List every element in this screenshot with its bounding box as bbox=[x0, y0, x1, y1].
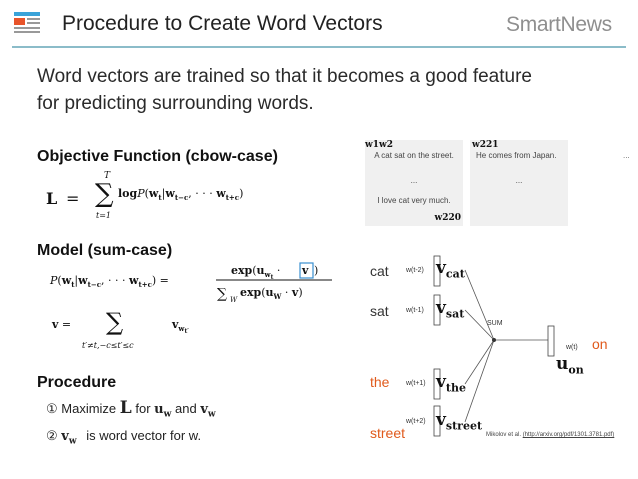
svg-text:v =: v = bbox=[52, 318, 72, 331]
citation-prefix: Mikolov et al. bbox=[486, 432, 522, 438]
box1-sentence-1: A cat sat on the street. bbox=[374, 151, 454, 160]
step2-number: ② bbox=[46, 428, 58, 443]
output-vector: $u_{on}$ bbox=[556, 354, 584, 377]
context-vector-4: $v_{street}$ bbox=[436, 410, 483, 433]
example-box-1 bbox=[365, 140, 463, 226]
box1-sentence-2: I love cat very much. bbox=[377, 196, 451, 205]
procedure-step-2 bbox=[46, 428, 201, 447]
box1-top-label: w1w2 bbox=[365, 140, 394, 150]
step1-v-symbol: $v_w$ bbox=[200, 402, 216, 420]
brand-logo-text: SmartNews bbox=[506, 13, 612, 36]
step1-for: for bbox=[135, 401, 151, 416]
page-title: Procedure to Create Word Vectors bbox=[62, 12, 383, 35]
svg-text:T: T bbox=[104, 171, 111, 181]
context-label-2: w(t-1) bbox=[406, 307, 424, 314]
step1-text: ① Maximize bbox=[46, 401, 117, 416]
citation bbox=[486, 432, 614, 438]
step1-u-symbol: $u_w$ bbox=[154, 402, 172, 420]
logo-icon bbox=[14, 12, 40, 34]
svg-text:P(wt|wt−c, · · · wt+c) =: $P(w_t|w_{t-c}$, · · · $w_{t+c}$) = bbox=[50, 274, 169, 289]
svg-text:∑: ∑ bbox=[217, 286, 227, 302]
svg-text:L: L bbox=[46, 189, 58, 208]
procedure-step-1 bbox=[46, 398, 216, 420]
svg-text:v: v bbox=[302, 264, 309, 277]
context-vector-1: $v_{cat}$ bbox=[436, 258, 465, 281]
step2-text: is word vector for w. bbox=[86, 428, 202, 443]
context-word-3: the bbox=[370, 374, 390, 390]
box1-bottom-label: w220 bbox=[434, 213, 461, 223]
context-label-4: w(t+2) bbox=[406, 418, 426, 425]
sum-label: SUM bbox=[487, 320, 503, 327]
step2-v-symbol: $v_w$ bbox=[61, 429, 77, 447]
svg-text:t′≠t,−c≤t′≤c: t′≠t,−c≤t′≤c bbox=[82, 341, 134, 350]
box2-sentence-1: He comes from Japan. bbox=[476, 151, 557, 160]
objective-formula bbox=[40, 166, 310, 224]
model-formula bbox=[44, 258, 344, 358]
svg-text:exp(uW · v): $\exp(u_W \cdot v)$ bbox=[240, 286, 303, 301]
output-word: on bbox=[592, 336, 608, 352]
objective-heading: Objective Function (cbow-case) bbox=[37, 148, 278, 165]
svg-text:vwt′: $v_wt'$ bbox=[172, 318, 189, 335]
more-ellipsis: ... bbox=[623, 151, 630, 160]
svg-text:∑: ∑ bbox=[106, 308, 124, 336]
example-box-2 bbox=[470, 140, 568, 226]
context-vector-2: $v_{sat}$ bbox=[436, 298, 465, 321]
context-word-4: street bbox=[370, 425, 406, 441]
header-divider bbox=[12, 46, 626, 48]
context-label-1: w(t-2) bbox=[406, 267, 424, 274]
svg-text:logP(wt|wt−c, · · · wt+c): $\log P(w_t|w_{t-c}$, · · · $w_{t+c}$) bbox=[118, 187, 244, 202]
cbow-diagram-lines bbox=[400, 252, 590, 437]
output-label: w(t) bbox=[566, 344, 578, 351]
svg-text:∑: ∑ bbox=[95, 179, 114, 209]
context-word-2: sat bbox=[370, 303, 389, 319]
svg-text:=: = bbox=[66, 189, 80, 208]
citation-link[interactable]: (http://arxiv.org/pdf/1301.3781.pdf) bbox=[522, 432, 615, 438]
intro-text: Word vectors are trained so that it becomes a good feature for predicting surrounding words. bbox=[37, 66, 532, 114]
context-word-1: cat bbox=[370, 263, 389, 279]
procedure-heading: Procedure bbox=[37, 374, 117, 391]
step1-and: and bbox=[175, 401, 197, 416]
context-label-3: w(t+1) bbox=[406, 380, 426, 387]
svg-text:t=1: t=1 bbox=[96, 211, 112, 220]
box1-ellipsis: ... bbox=[410, 176, 418, 185]
box2-ellipsis: ... bbox=[515, 176, 523, 185]
model-heading: Model (sum-case) bbox=[37, 242, 173, 259]
box2-top-label: w221 bbox=[472, 140, 499, 150]
svg-text:W: W bbox=[230, 296, 238, 304]
svg-text:): ) bbox=[314, 264, 319, 277]
step1-L-symbol: L bbox=[119, 398, 132, 418]
context-vector-3: $v_{the}$ bbox=[436, 372, 466, 395]
svg-text:exp(uwt ·: $\exp(u_wt$ · bbox=[231, 264, 281, 281]
